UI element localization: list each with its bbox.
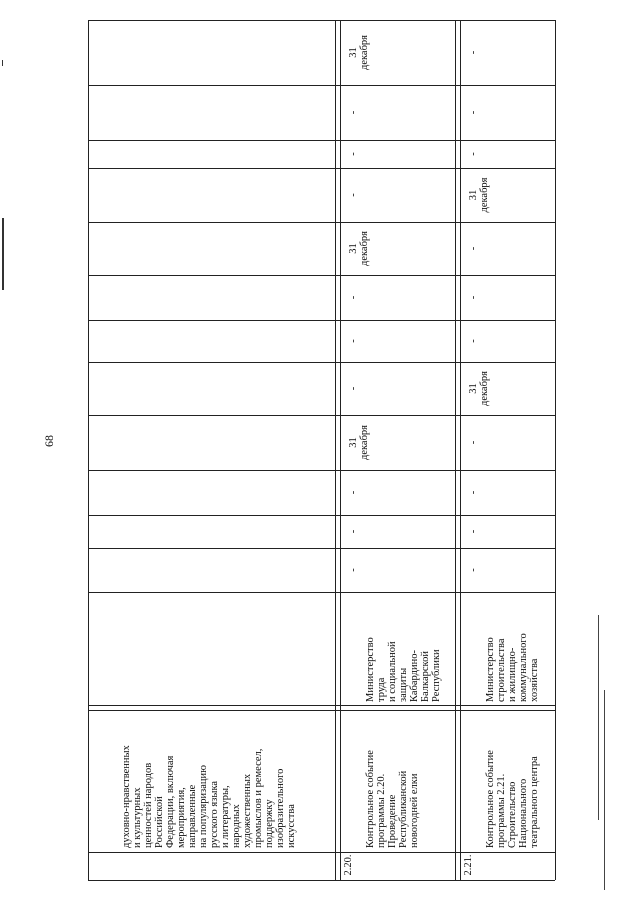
event-text: Контрольное событие программы 2.20. Проведение Республиканской новогодней елки: [365, 750, 420, 848]
date-cell: 31 декабря: [348, 230, 370, 267]
dash-cell: -: [348, 339, 359, 343]
dash-cell: -: [468, 490, 479, 495]
event-text: Контрольное событие программы 2.21. Строительство Национального театрального центра: [485, 750, 540, 848]
dash-cell: -: [468, 339, 479, 343]
margin-line: [604, 690, 605, 890]
dash-cell: -: [468, 529, 479, 534]
dash-cell: -: [348, 193, 359, 197]
row-number: 2.20.: [343, 854, 354, 876]
date-cell: 31 декабря: [468, 177, 490, 213]
dash-cell: -: [468, 152, 479, 156]
dash-cell: -: [348, 568, 359, 572]
scan-mark: [2, 218, 4, 290]
date-cell: 31 декабря: [348, 34, 370, 71]
row-number: 2.21.: [463, 854, 474, 876]
responsible-text: Министерство труда и социальной защиты Кабардино- Балкарской Республики: [365, 637, 442, 702]
date-cell: 31 декабря: [468, 370, 490, 407]
dash-cell: -: [348, 529, 359, 534]
page-number: 68: [42, 435, 56, 447]
date-cell: 31 декабря: [348, 424, 370, 461]
dash-cell: -: [468, 568, 479, 572]
dash-cell: -: [468, 440, 479, 445]
scan-mark: [2, 60, 3, 66]
dash-cell: -: [468, 50, 479, 55]
dash-cell: -: [468, 295, 479, 300]
responsible-text: Министерство строительства и жилищно- коммунального хозяйства: [485, 633, 540, 702]
dash-cell: -: [348, 152, 359, 156]
margin-line: [598, 615, 599, 820]
dash-cell: -: [348, 295, 359, 300]
dash-cell: -: [348, 386, 359, 391]
dash-cell: -: [348, 490, 359, 495]
dash-cell: -: [348, 110, 359, 115]
continued-row-text: духовно-нравственных и культурных ценностей народов Российской Федерации, включая мероприятия, направленные на популяризацию русского языка и литературы, народных художественных промыслов и ремесел, поддержку изобразительного искусства: [121, 745, 297, 848]
dash-cell: -: [468, 110, 479, 115]
dash-cell: -: [468, 246, 479, 251]
